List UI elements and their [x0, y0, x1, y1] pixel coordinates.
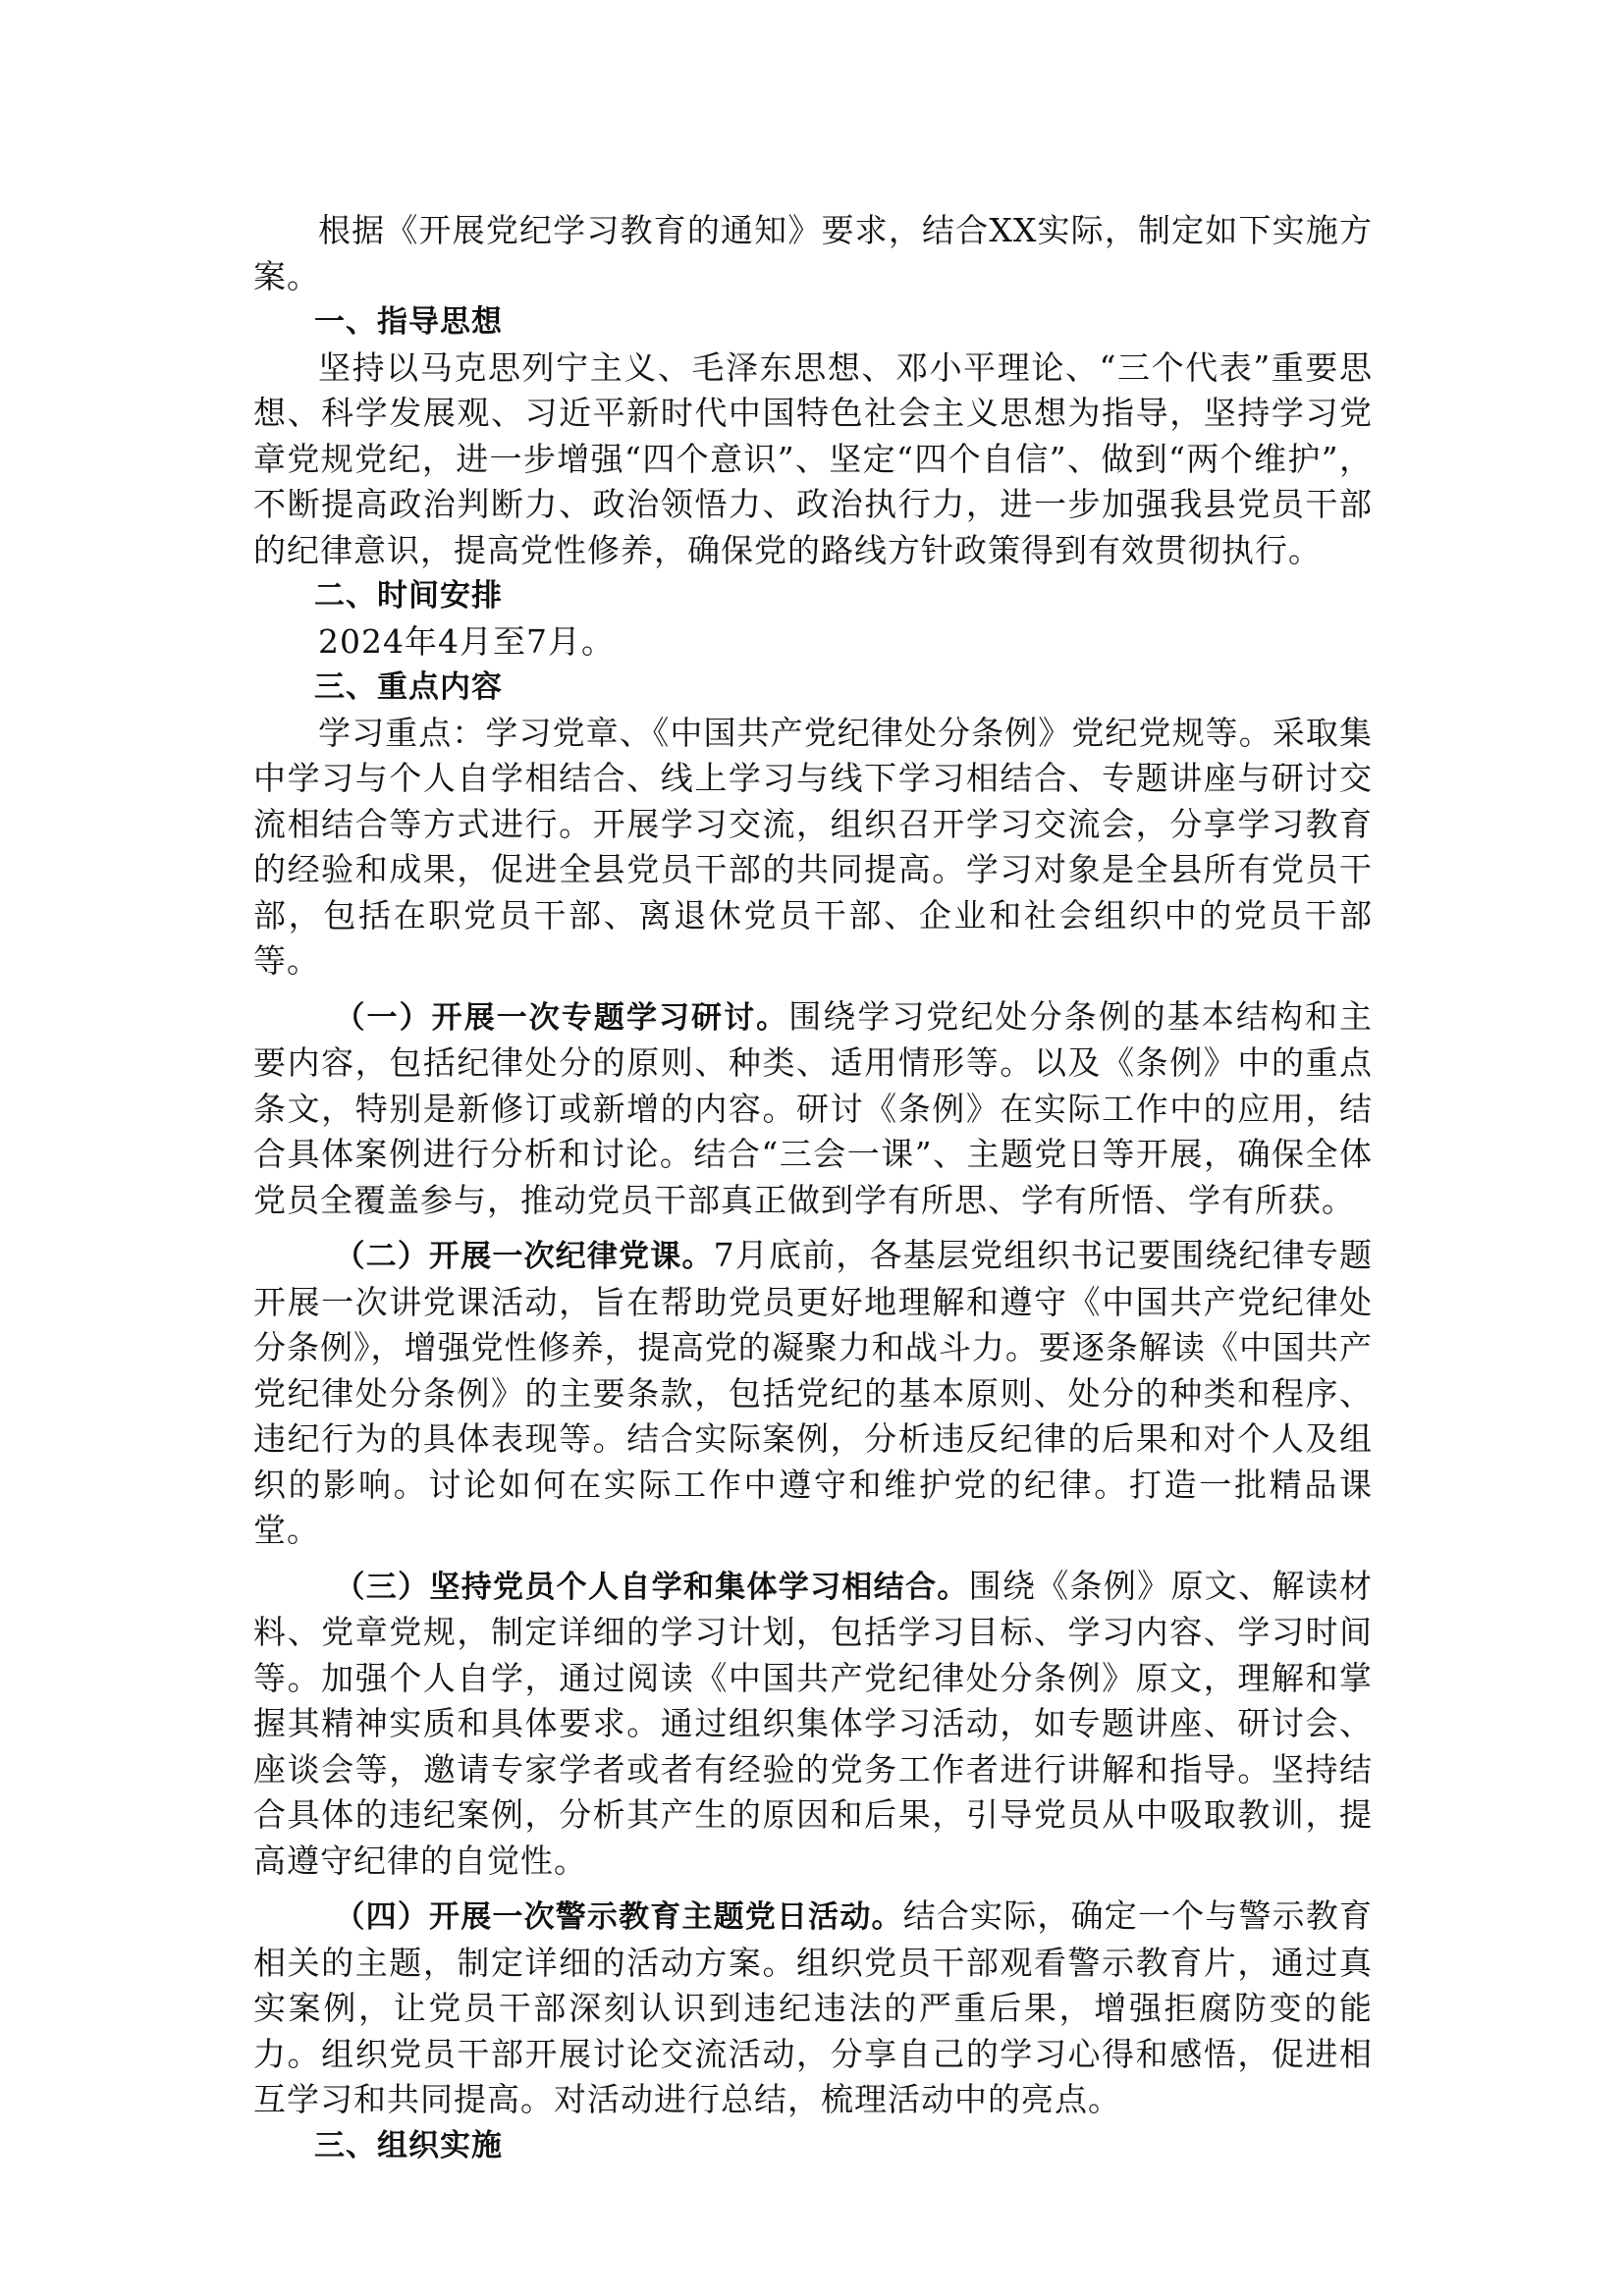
- list-item-lead: （一）开展一次专题学习研讨。: [334, 999, 789, 1036]
- section-heading-key-content: 三、重点内容: [314, 669, 503, 705]
- list-item: [253, 1564, 1373, 1885]
- list-item: [253, 1894, 1373, 2123]
- section-heading-schedule: 二、时间安排: [314, 578, 503, 614]
- section-body-key-content: 学习重点：学习党章、《中国共产党纪律处分条例》党纪党规等。采取集中学习与个人自学相结合、线上学习与线下学习相结合、专题讲座与研讨交流相结合等方式进行。开展学习交流，组织召开学习交流会，分享学习教育的经验和成果，促进全县党员干部的共同提高。学习对象是全县所有党员干部，包括在职党员干部、离退休党员干部、企业和社会组织中的党员干部等。: [253, 713, 1373, 980]
- list-item: [253, 1233, 1373, 1554]
- section-body-schedule: 2024年4月至7月。: [318, 621, 615, 661]
- list-item-text: 7月底前，各基层党组织书记要围绕纪律专题开展一次讲党课活动，旨在帮助党员更好地理解和遵守《中国共产党纪律处分条例》，增强党性修养，提高党的凝聚力和战斗力。要逐条解读《中国共产党纪律处分条例》的主要条款，包括党纪的基本原则、处分的种类和程序、违纪行为的具体表现等。结合实际案例，分析违反纪律的后果和对个人及组织的影响。讨论如何在实际工作中遵守和维护党的纪律。打造一批精品课堂。: [253, 1236, 1374, 1549]
- list-item-lead: （四）开展一次警示教育主题党日活动。: [334, 1899, 903, 1935]
- list-item-lead: （二）开展一次纪律党课。: [334, 1239, 714, 1274]
- list-item-lead: （三）坚持党员个人自学和集体学习相结合。: [334, 1569, 969, 1605]
- list-item: [253, 994, 1373, 1224]
- list-item-text: 围绕《条例》原文、解读材料、党章党规，制定详细的学习计划，包括学习目标、学习内容、学习时间等。加强个人自学，通过阅读《中国共产党纪律处分条例》原文，理解和掌握其精神实质和具体要求。通过组织集体学习活动，如专题讲座、研讨会、座谈会等，邀请专家学者或者有经验的党务工作者进行讲解和指导。坚持结合具体的违纪案例，分析其产生的原因和后果，引导党员从中吸取教训，提高遵守纪律的自觉性。: [253, 1566, 1374, 1880]
- section-heading-organization: 三、组织实施: [314, 2127, 503, 2163]
- section-body-guiding-ideology: 坚持以马克思列宁主义、毛泽东思想、邓小平理论、“三个代表”重要思想、科学发展观、习近平新时代中国特色社会主义思想为指导，坚持学习党章党规党纪，进一步增强“四个意识”、坚定“四个自信”、做到“两个维护”，不断提高政治判断力、政治领悟力、政治执行力，进一步加强我县党员干部的纪律意识，提高党性修养，确保党的路线方针政策得到有效贯彻执行。: [253, 347, 1373, 569]
- list-item-text: 围绕学习党纪处分条例的基本结构和主要内容，包括纪律处分的原则、种类、适用情形等。以及《条例》中的重点条文，特别是新修订或新增的内容。研讨《条例》在实际工作中的应用，结合具体案例进行分析和讨论。结合“三会一课”、主题党日等开展，确保全体党员全覆盖参与，推动党员干部真正做到学有所思、学有所悟、学有所获。: [253, 996, 1374, 1219]
- list-item-text: 结合实际，确定一个与警示教育相关的主题，制定详细的活动方案。组织党员干部观看警示教育片，通过真实案例，让党员干部深刻认识到违纪违法的严重后果，增强拒腐防变的能力。组织党员干部开展讨论交流活动，分享自己的学习心得和感悟，促进相互学习和共同提高。对活动进行总结，梳理活动中的亮点。: [253, 1896, 1374, 2118]
- section-heading-guiding-ideology: 一、指导思想: [314, 304, 503, 340]
- key-content-items: [253, 994, 1373, 2123]
- intro-paragraph: 根据《开展党纪学习教育的通知》要求，结合XX实际，制定如下实施方案。: [253, 211, 1373, 295]
- document-page: [253, 208, 1373, 2168]
